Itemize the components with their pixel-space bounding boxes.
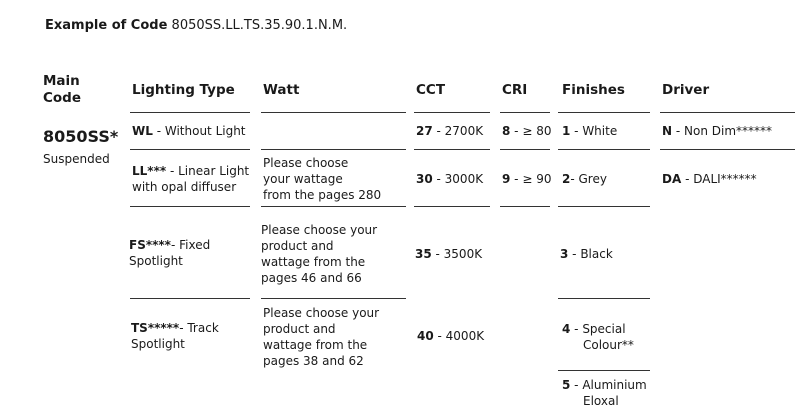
watt-line: Please choose xyxy=(263,156,349,170)
row-rule xyxy=(500,149,550,150)
lighting-type-item: FS****- Fixed xyxy=(129,238,211,252)
lighting-type-item: WL - Without Light xyxy=(132,124,246,138)
driver-item: DA - DALI****** xyxy=(662,172,757,186)
watt-line: from the pages 280 xyxy=(263,188,382,202)
example-code xyxy=(45,18,347,33)
header-main-code-line1: Main xyxy=(43,73,80,89)
watt-line: pages 38 and 62 xyxy=(263,354,364,368)
row-rule xyxy=(261,298,406,299)
cct-item: 30 - 3000K xyxy=(416,172,484,186)
header-rule-cri xyxy=(500,112,550,113)
row-rule xyxy=(558,370,650,371)
row-rule xyxy=(130,149,250,150)
header-finishes: Finishes xyxy=(562,82,625,98)
watt-line: Please choose your xyxy=(263,306,380,320)
row-rule xyxy=(500,206,550,207)
row-rule xyxy=(261,206,406,207)
watt-line: your wattage xyxy=(263,172,343,186)
watt-line: pages 46 and 66 xyxy=(261,271,362,285)
row-rule xyxy=(130,206,250,207)
finish-item: 5 - Aluminium xyxy=(562,378,647,392)
lighting-type-item-line2: Spotlight xyxy=(131,337,185,351)
cri-item: 8 - ≥ 80 xyxy=(502,124,552,138)
example-code-value: 8050SS.LL.TS.35.90.1.N.M. xyxy=(171,18,348,33)
header-rule-driver xyxy=(660,112,795,113)
lighting-type-item-line2: with opal diffuser xyxy=(132,180,237,194)
row-rule xyxy=(558,206,650,207)
finish-item: 2- Grey xyxy=(562,172,607,186)
row-rule xyxy=(261,149,406,150)
watt-line: wattage from the xyxy=(261,255,366,269)
header-lighting-type: Lighting Type xyxy=(132,82,235,98)
row-rule xyxy=(414,149,490,150)
example-label: Example of Code xyxy=(45,18,168,33)
row-rule xyxy=(660,149,795,150)
watt-line: Please choose your xyxy=(261,223,378,237)
finish-item: 4 - Special xyxy=(562,322,626,336)
header-cri: CRI xyxy=(502,82,528,98)
driver-item: N - Non Dim****** xyxy=(662,124,773,138)
finish-item-line2: Eloxal xyxy=(583,394,619,408)
finish-item-line2: Colour** xyxy=(583,338,634,352)
row-rule xyxy=(558,298,650,299)
row-rule xyxy=(414,206,490,207)
cct-item: 35 - 3500K xyxy=(415,247,483,261)
cct-item: 40 - 4000K xyxy=(417,329,485,343)
row-rule xyxy=(558,149,650,150)
cct-item: 27 - 2700K xyxy=(416,124,484,138)
lighting-type-item: LL*** - Linear Light xyxy=(132,164,250,178)
cri-item: 9 - ≥ 90 xyxy=(502,172,552,186)
header-main-code-line2: Code xyxy=(43,90,82,106)
header-rule-cct xyxy=(414,112,490,113)
finish-item: 3 - Black xyxy=(560,247,613,261)
header-rule-watt xyxy=(261,112,406,113)
header-watt: Watt xyxy=(263,82,300,98)
watt-line: wattage from the xyxy=(263,338,368,352)
finish-item: 1 - White xyxy=(562,124,618,138)
row-rule xyxy=(130,298,250,299)
header-rule-finishes xyxy=(558,112,650,113)
watt-line: product and xyxy=(261,239,334,253)
main-code-desc: Suspended xyxy=(43,152,110,166)
watt-line: product and xyxy=(263,322,336,336)
lighting-type-item: TS*****- Track xyxy=(131,321,219,335)
header-rule-lighting xyxy=(130,112,250,113)
header-driver: Driver xyxy=(662,82,710,98)
main-code: 8050SS* xyxy=(43,127,119,146)
lighting-type-item-line2: Spotlight xyxy=(129,254,183,268)
header-cct: CCT xyxy=(416,82,446,98)
